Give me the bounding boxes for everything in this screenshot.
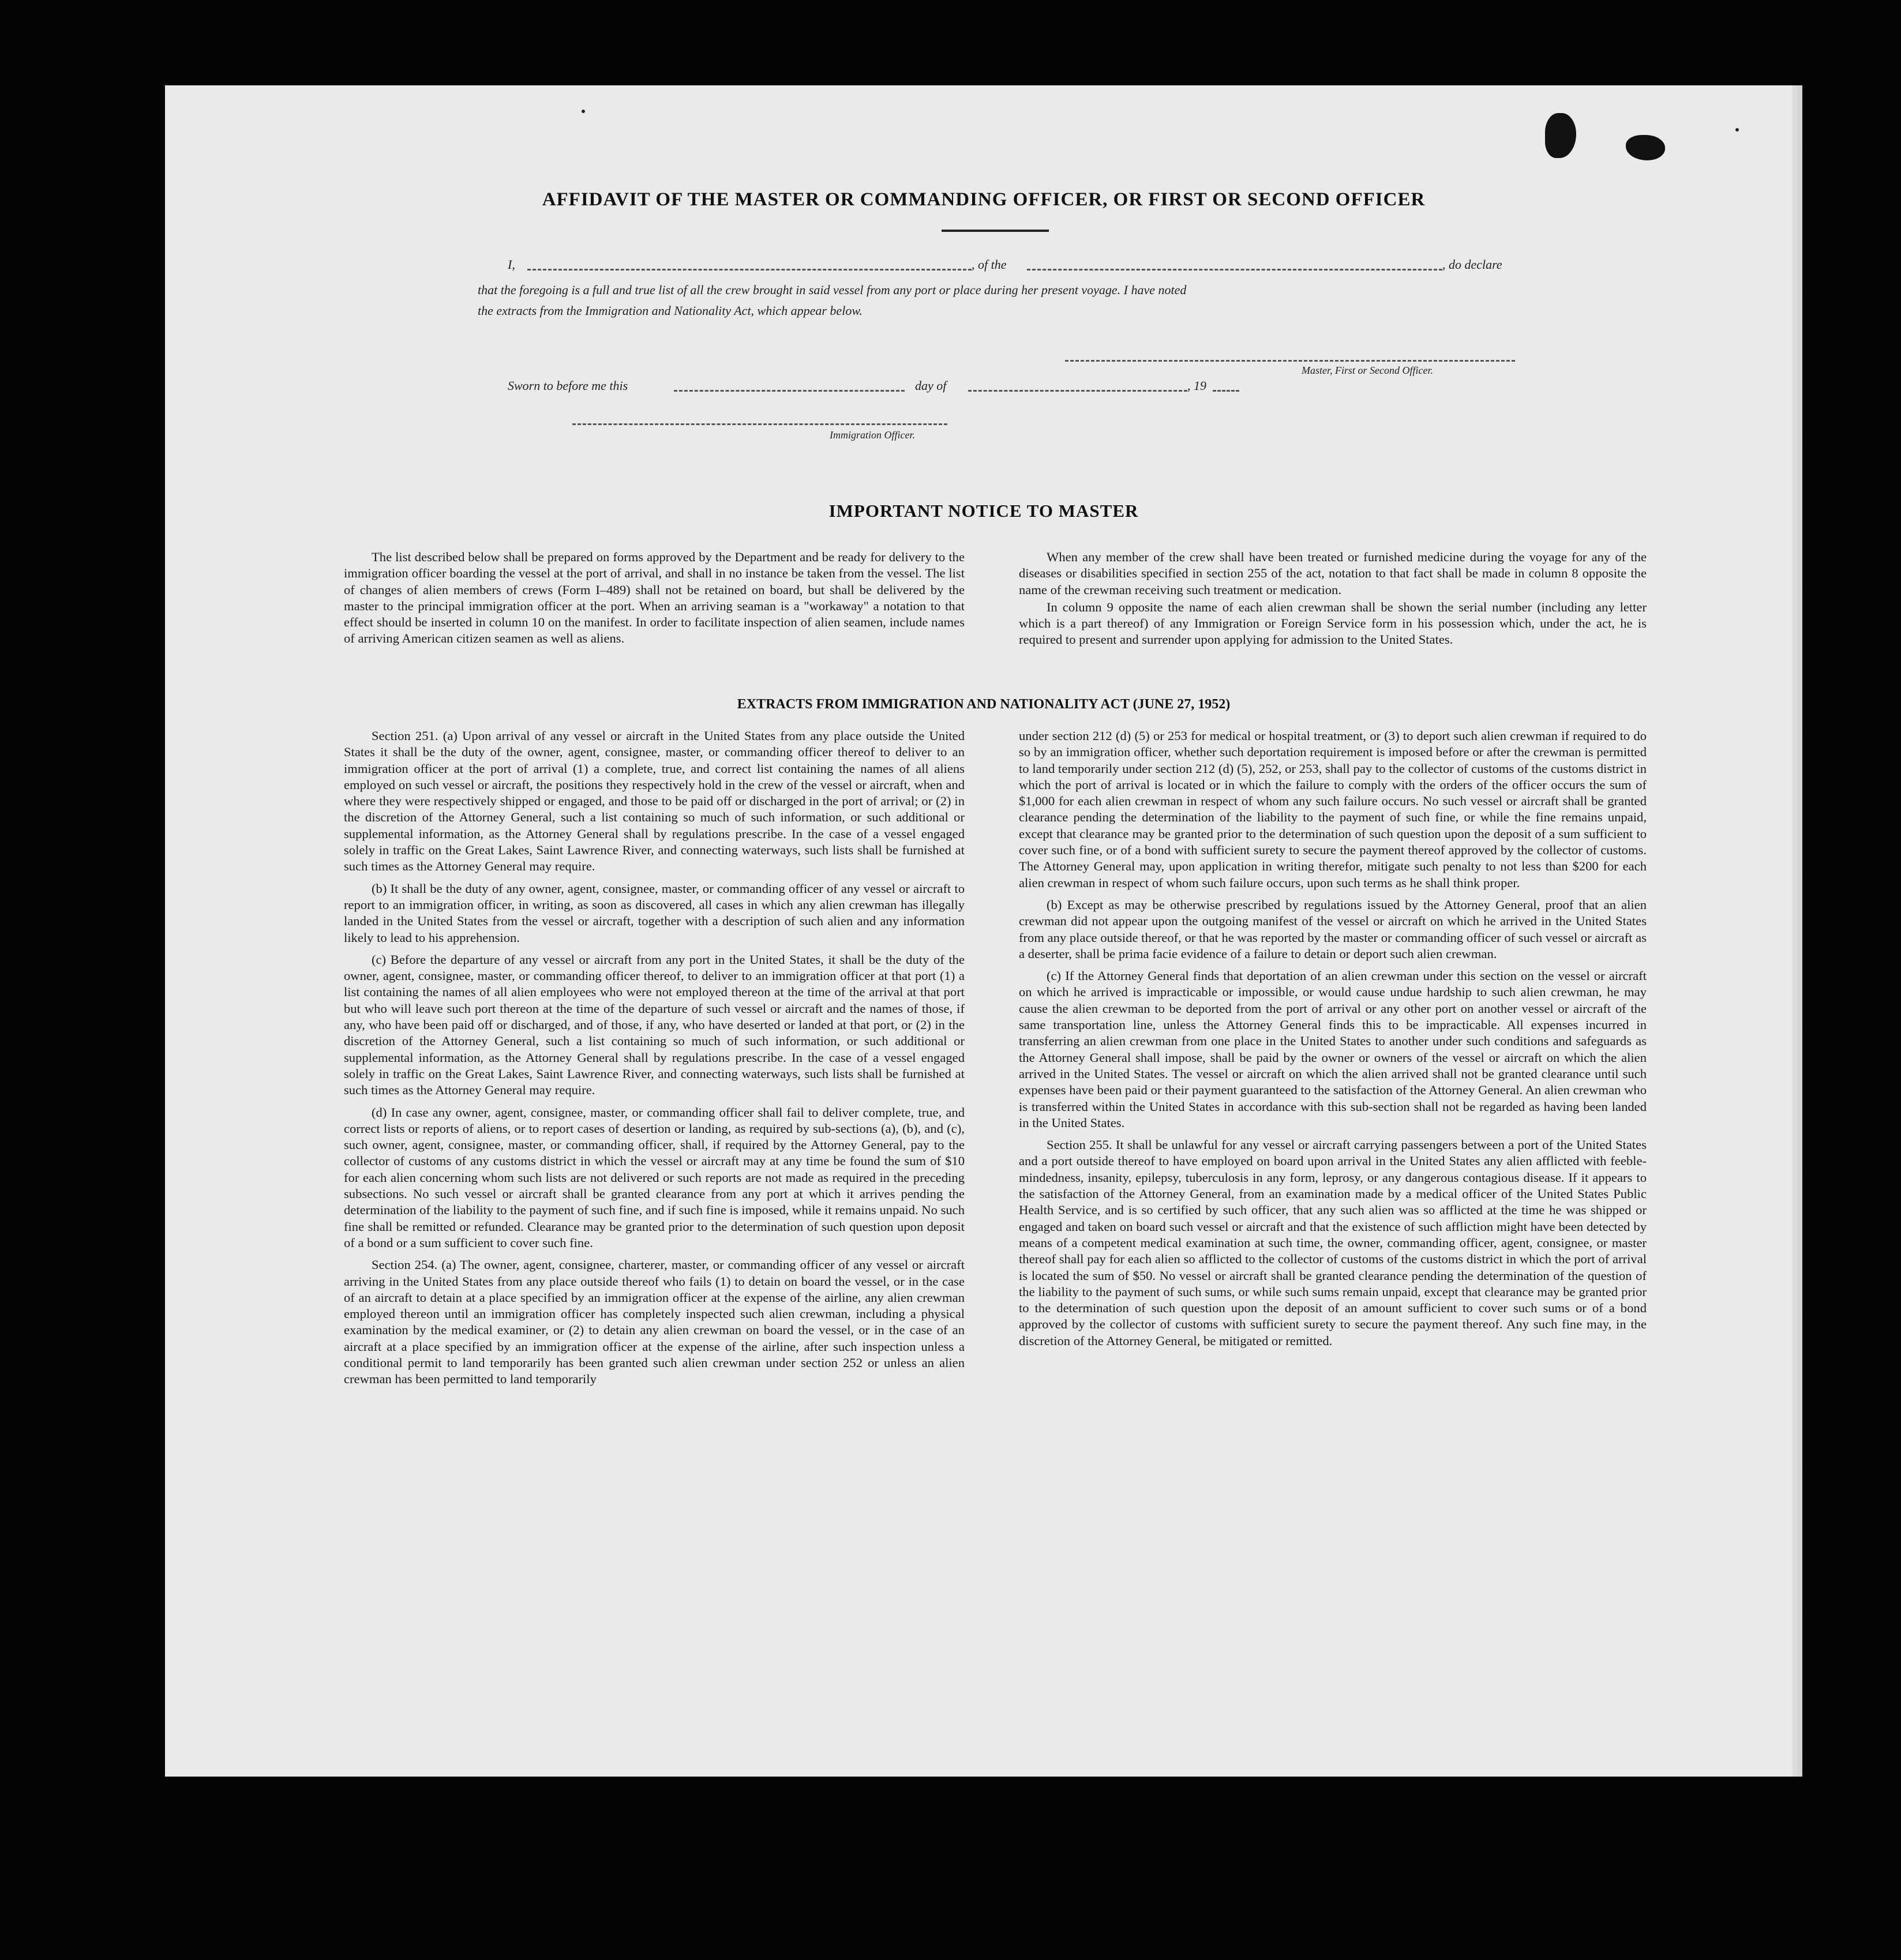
page-edge-shadow xyxy=(1792,85,1802,1777)
section-254-c: (c) If the Attorney General finds that deportation of an alien crewman under this section on the vessel or aircraft on which he arrived is impracticable or impossible, or would cause undue hardship to such alien crewman, he may cause the alien crewman to be deported from the port of arrival or any other port on another vessel or aircraft of the same transportation line, unless the Attorney General finds this to be impracticable. All expenses incurred in transferring an alien crewman from one place in the United States to another under such conditions and safeguards as the Attorney General shall impose, shall be paid by the owner or owners of the vessel or aircraft on which the alien arrived in the United States. The vessel or aircraft on which the alien arrived shall not be granted clearance until such expenses have been paid or their payment guaranteed to the satisfaction of the Attorney General. An alien crewman who is transferred within the United States in accordance with this sub-section shall not be regarded as having been landed in the United States. xyxy=(1019,968,1647,1130)
year-label: , 19 xyxy=(1187,378,1206,393)
notice-right-column xyxy=(1019,549,1647,654)
sworn-label: Sworn to before me this xyxy=(508,378,628,393)
of-the-label: , of the xyxy=(972,257,1007,272)
speck xyxy=(582,110,585,113)
extracts-right-column xyxy=(1019,728,1647,1355)
officer-signature-label: Immigration Officer. xyxy=(830,429,915,441)
notice-title: IMPORTANT NOTICE TO MASTER xyxy=(828,501,1139,521)
vessel-blank[interactable] xyxy=(1027,269,1442,271)
section-251-b: (b) It shall be the duty of any owner, agent, consignee, master, or commanding officer of any vessel or aircraft to report to an immigration officer, in writing, as soon as discovered, all cases in which any alien crewman has illegally landed in the United States from the vessel or aircraft, together with a description of such alien and any information likely to lead to his apprehension. xyxy=(344,881,965,945)
document-page xyxy=(165,85,1802,1777)
notice-right-paragraph-1: When any member of the crew shall have been treated or furnished medicine during the voyage for any of the diseases or disabilities specified in section 255 of the act, notation to that fact shall be made in column 8 opposite the name of the crewman receiving such treatment or medication. xyxy=(1019,550,1647,597)
affidavit-title: AFFIDAVIT OF THE MASTER OR COMMANDING OFFICER, OR FIRST OR SECOND OFFICER xyxy=(542,189,1426,210)
section-254-b: (b) Except as may be otherwise prescribed by regulations issued by the Attorney General, proof that an alien crewman did not appear upon the outgoing manifest of the vessel or aircraft on which he arrived in the United States from any place outside thereof, or that he was reported by the master or commanding officer of such vessel or aircraft as a deserter, shall be prima facie evidence of a failure to detain or deport such alien crewman. xyxy=(1019,897,1647,961)
master-signature-line[interactable] xyxy=(1065,360,1515,362)
title-divider xyxy=(942,230,1049,232)
do-declare-label: , do declare xyxy=(1442,257,1502,272)
section-251-d: (d) In case any owner, agent, consignee, master, or commanding officer shall fail to deliver complete, true, and correct lists or reports of aliens, or to report cases of desertion or landing, as required by sub-sections (a), (b), and (c), such owner, agent, consignee, master, or commanding officer, shall, if required by the Attorney General, pay to the collector of customs of any customs district in which the vessel or aircraft may at any time be found the sum of $10 for each alien concerning whom such lists are not delivered or such reports are not made as required in the preceding subsections. No such vessel or aircraft shall be granted clearance from any port at which it arrives pending the determination of the liability to the payment of such fine, and if such fine is imposed, while it remains unpaid. No such fine shall be remitted or refunded. Clearance may be granted prior to the determination of such question upon deposit of a bond or a sum sufficient to cover such fine. xyxy=(344,1105,965,1250)
year-blank[interactable] xyxy=(1213,390,1239,392)
ink-blot-left xyxy=(1545,113,1576,158)
day-of-label: day of xyxy=(915,378,947,393)
extracts-left-column xyxy=(344,728,965,1394)
section-254-a-continued: under section 212 (d) (5) or 253 for medical or hospital treatment, or (3) to deport such alien crewman if required to do so by an immigration officer, whether such deportation requirement is imposed before or after the crewman is permitted to land temporarily under section 212 (d) (5), 252, or 253, shall pay to the collector of customs of the customs district in which the port of arrival is located or in which the failure to comply with the orders of the officer occurs the sum of $1,000 for each alien crewman in respect of whom any such failure occurs. No such vessel or aircraft shall be granted clearance pending the determination of the liability to the payment of such fine, or while the fine remains unpaid, except that clearance may be granted prior to the determination of such question upon the deposit of a sum sufficient to cover such fine, or of a bond with sufficient surety to secure the payment thereof approved by the collector of customs. The Attorney General may, upon application in writing therefor, mitigate such penalty to not less than $200 for each alien crewman in respect of whom such failure occurs, upon such terms as he shall think proper. xyxy=(1019,729,1647,890)
section-254-a: Section 254. (a) The owner, agent, consignee, charterer, master, or commanding officer of any vessel or aircraft arriving in the United States from any place outside thereof who fails (1) to detain on board the vessel, or in the case of an aircraft to detain at a place specified by an immigration officer at the expense of the airline, any alien crewman employed thereon until an immigration officer has completely inspected such alien crewman, including a physical examination by the medical examiner, or (2) to detain any alien crewman on board the vessel, or in the case of an aircraft at a place specified by an immigration officer at the expense of the airline, after such inspection unless a conditional permit to land temporarily has been granted such alien crewman under section 252 or unless an alien crewman has been permitted to land temporarily xyxy=(344,1257,965,1387)
notice-left-column xyxy=(344,549,965,653)
section-251-a: Section 251. (a) Upon arrival of any vessel or aircraft in the United States from any place outside the United States it shall be the duty of the owner, agent, consignee, master, or commanding officer thereof to deliver to an immigration officer at the port of arrival (1) a complete, true, and correct list containing the names of all aliens employed on such vessel or aircraft, the positions they respectively hold in the crew of the vessel or aircraft, when and where they were respectively shipped or engaged, and those to be paid off or discharged in the port of arrival; or (2) in the discretion of the Attorney General, such a list containing so much of such information, or such additional or supplemental information, as the Attorney General shall by regulations prescribe. In the case of a vessel engaged solely in traffic on the Great Lakes, Saint Lawrence River, and connecting waterways, such lists shall be furnished at such times as the Attorney General may require. xyxy=(344,729,965,874)
ink-blot-right xyxy=(1626,135,1665,160)
master-signature-label: Master, First or Second Officer. xyxy=(1302,365,1433,376)
notice-right-paragraph-2: In column 9 opposite the name of each alien crewman shall be shown the serial number (including any letter which is a part thereof) of any Immigration or Foreign Service form in his possession which, under the act, he is required to present and surrender upon applying for admission to the United States. xyxy=(1019,599,1647,647)
declaration-line-1: that the foregoing is a full and true list of all the crew brought in said vessel from any port or place during her present voyage. I have noted xyxy=(478,283,1187,297)
section-255: Section 255. It shall be unlawful for any vessel or aircraft carrying passengers between a port of the United States and a port outside thereof to have employed on board upon arrival in the United States any alien afflicted with feeble-mindedness, insanity, epilepsy, tuberculosis in any form, leprosy, or any dangerous contagious disease. If it appears to the satisfaction of the Attorney General, from an examination made by a medical officer of the United States Public Health Service, and is so certified by such officer, that any such alien was so afflicted at the time he was shipped or engaged and taken on board such vessel or aircraft and that the existence of such affliction might have been detected by means of a competent medical examination at such time, the owner, commanding officer, agent, consignee, or master thereof shall pay for each alien so afflicted to the collector of customs of the customs district in which the port of arrival is located the sum of $50. No vessel or aircraft shall be granted clearance pending the determination of the question of the liability to the payment of such sums, or while such sums remain unpaid, except that clearance may be granted prior to the determination of such question upon the deposit of an amount sufficient to cover such sums or of a bond approved by the collector of customs with sufficient surety to secure the payment thereof. Any such fine may, in the discretion of the Attorney General, be mitigated or remitted. xyxy=(1019,1137,1647,1348)
name-blank[interactable] xyxy=(527,269,972,271)
sworn-month-blank[interactable] xyxy=(968,390,1187,392)
declaration-line-2: the extracts from the Immigration and Nationality Act, which appear below. xyxy=(478,303,863,318)
extracts-title: EXTRACTS FROM IMMIGRATION AND NATIONALITY ACT (JUNE 27, 1952) xyxy=(737,697,1231,712)
i-label: I, xyxy=(508,257,515,272)
notice-left-paragraph: The list described below shall be prepared on forms approved by the Department and be ready for delivery to the immigration officer boarding the vessel at the port of arrival, and shall in no instance be taken from the vessel. The list of changes of alien members of crews (Form I–489) shall not be retained on board, but shall be delivered by the master to the principal immigration officer at the port. When an arriving seaman is a "workaway" a notation to that effect should be inserted in column 10 on the manifest. In order to facilitate inspection of alien seamen, include names of arriving American citizen seamen as well as aliens. xyxy=(344,550,965,646)
officer-signature-line[interactable] xyxy=(572,423,947,425)
sworn-day-blank[interactable] xyxy=(674,390,905,392)
speck xyxy=(1735,128,1739,132)
section-251-c: (c) Before the departure of any vessel or aircraft from any port in the United States, it shall be the duty of the owner, agent, consignee, master, or commanding officer thereof, to deliver to an immigration officer at that port (1) a list containing the names of all alien employees who were not employed thereon at the time of the arrival at that port but who will leave such port thereon at the time of the departure of such vessel or aircraft and the names of those, if any, who have been paid off or discharged, and of those, if any, who have deserted or landed at that port, or (2) in the discretion of the Attorney General, such a list containing so much of such information, or such additional or supplemental information, as the Attorney General shall by regulations prescribe. In the case of a vessel engaged solely in traffic on the Great Lakes, Saint Lawrence River, and connecting waterways, such lists shall be furnished at such times as the Attorney General may require. xyxy=(344,952,965,1098)
